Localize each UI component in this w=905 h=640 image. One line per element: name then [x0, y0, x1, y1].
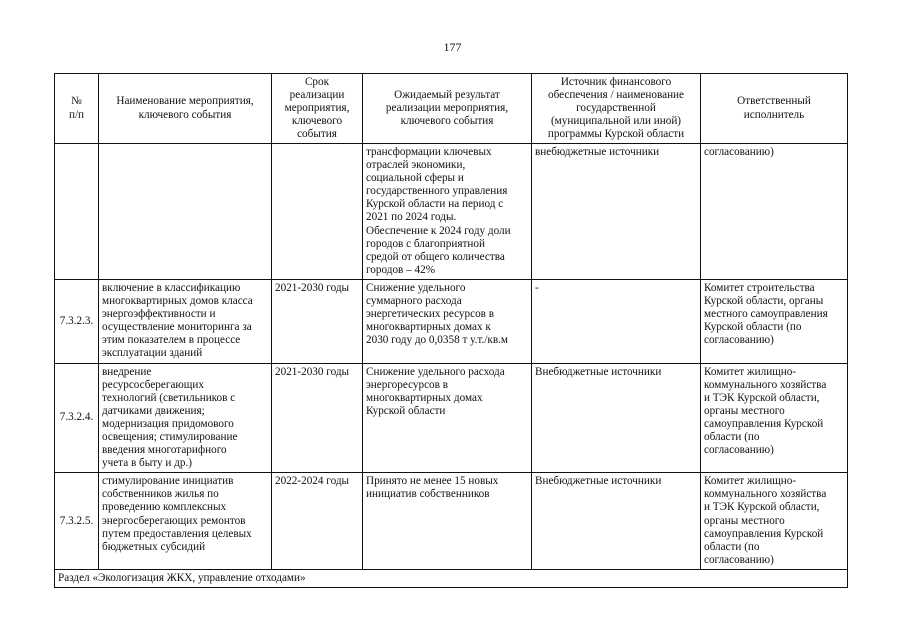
- row-term: 2021-2030 годы: [272, 279, 363, 363]
- header-result: Ожидаемый результат реализации мероприятия, ключевого события: [363, 74, 532, 144]
- row-source: Внебюджетные источники: [532, 473, 701, 570]
- row-term: 2022-2024 годы: [272, 473, 363, 570]
- row-name: внедрение ресурсосберегающих технологий (светильников с датчиками движения; модернизация придомового освещения; стимулирование введения многотарифного учета в быту и др.): [99, 363, 272, 473]
- table-row: [55, 279, 848, 363]
- header-name: Наименование мероприятия, ключевого события: [99, 74, 272, 144]
- header-num: № п/п: [55, 74, 99, 144]
- row-source: внебюджетные источники: [532, 144, 701, 280]
- row-num: 7.3.2.5.: [55, 473, 99, 570]
- table-row: [55, 363, 848, 473]
- row-num: 7.3.2.4.: [55, 363, 99, 473]
- row-term: [272, 144, 363, 280]
- row-executor: Комитет жилищно- коммунального хозяйства и ТЭК Курской области, органы местного самоуправления Курской области (по согласованию): [701, 363, 848, 473]
- section-row: [55, 569, 848, 587]
- row-executor: Комитет жилищно- коммунального хозяйства и ТЭК Курской области, органы местного самоуправления Курской области (по согласованию): [701, 473, 848, 570]
- row-executor: согласованию): [701, 144, 848, 280]
- header-term: Срок реализации мероприятия, ключевого события: [272, 74, 363, 144]
- table-row: [55, 473, 848, 570]
- row-result: Снижение удельного расхода энергоресурсов в многоквартирных домах Курской области: [363, 363, 532, 473]
- measures-table: [54, 73, 848, 588]
- row-name: [99, 144, 272, 280]
- header-source: Источник финансового обеспечения / наименование государственной (муниципальной или иной) программы Курской области: [532, 74, 701, 144]
- table-row: [55, 144, 848, 280]
- row-result: Принято не менее 15 новых инициатив собственников: [363, 473, 532, 570]
- row-num: [55, 144, 99, 280]
- row-term: 2021-2030 годы: [272, 363, 363, 473]
- row-name: стимулирование инициатив собственников жилья по проведению комплексных энергосберегающих ремонтов путем предоставления целевых бюджетных субсидий: [99, 473, 272, 570]
- table-header-row: [55, 74, 848, 144]
- row-num: 7.3.2.3.: [55, 279, 99, 363]
- section-title: Раздел «Экологизация ЖКХ, управление отходами»: [55, 569, 848, 587]
- row-executor: Комитет строительства Курской области, органы местного самоуправления Курской области (по согласованию): [701, 279, 848, 363]
- row-source: Внебюджетные источники: [532, 363, 701, 473]
- header-executor: Ответственный исполнитель: [701, 74, 848, 144]
- row-result: трансформации ключевых отраслей экономики, социальной сферы и государственного управления Курской области на период с 2021 по 2024 годы. Обеспечение к 2024 году доли городов с благоприятной средой от общего количества городов – 42%: [363, 144, 532, 280]
- row-source: -: [532, 279, 701, 363]
- row-result: Снижение удельного суммарного расхода энергетических ресурсов в многоквартирных домах к 2030 году до 0,0358 т у.т./кв.м: [363, 279, 532, 363]
- page-number: 177: [443, 40, 462, 54]
- row-name: включение в классификацию многоквартирных домов класса энергоэффективности и осуществление мониторинга за этим показателем в процессе эксплуатации зданий: [99, 279, 272, 363]
